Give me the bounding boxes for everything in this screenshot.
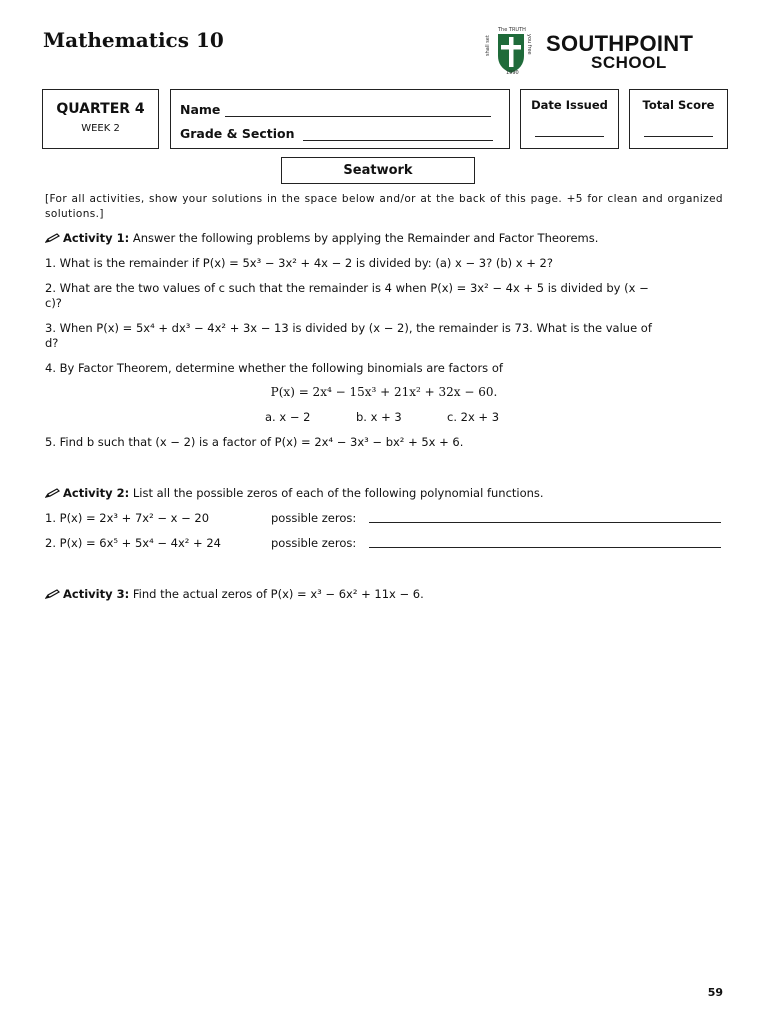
activity2-q1-row xyxy=(45,511,723,526)
page-number: 59 xyxy=(707,986,723,999)
total-score-field[interactable] xyxy=(644,136,713,137)
logo-motto-top: The TRUTH xyxy=(498,27,526,33)
logo-motto-left: shall set xyxy=(485,35,491,56)
activity2-label: Activity 2: xyxy=(63,486,130,500)
activity3-label: Activity 3: xyxy=(63,587,130,601)
activity1-q4: 4. By Factor Theorem, determine whether the following binomials are factors of xyxy=(45,361,503,375)
instructions: [For all activities, show your solutions in the space below and/or at the back of this page. +5 for clean and organized solutions.] xyxy=(45,193,723,220)
name-label: Name xyxy=(180,102,221,117)
school-name-line1: SOUTHPOINT xyxy=(546,31,694,56)
logo-year: 1990 xyxy=(506,70,519,76)
activity1-heading xyxy=(45,231,723,246)
option-c: c. 2x + 3 xyxy=(447,410,500,424)
zeros-answer-field[interactable] xyxy=(369,511,721,523)
zeros-label: possible zeros: xyxy=(271,511,357,525)
activity1-q5: 5. Find b such that (x − 2) is a factor of P(x) = 2x⁴ − 3x³ − bx² + 5x + 6. xyxy=(45,435,464,449)
activity1-q4-polynomial: P(x) = 2x⁴ − 15x³ + 21x² + 32x − 60. xyxy=(270,385,498,399)
activity2-q1: 1. P(x) = 2x³ + 7x² − x − 20 xyxy=(45,511,210,525)
total-score-box xyxy=(629,89,728,149)
zeros-answer-field[interactable] xyxy=(369,536,721,548)
quarter-box xyxy=(42,89,159,149)
activity1-q3-line2: d? xyxy=(45,336,59,350)
activity1-q1: 1. What is the remainder if P(x) = 5x³ − 3x² + 4x − 2 is divided by: (a) x − 3? (b) x + 2? xyxy=(45,256,553,270)
activity1-q3-line1: 3. When P(x) = 5x⁴ + dx³ − 4x² + 3x − 13 is divided by (x − 2), the remainder is 73. What is the value of xyxy=(45,321,652,335)
grade-section-field[interactable] xyxy=(303,140,493,141)
date-issued-field[interactable] xyxy=(535,136,604,137)
activity3-heading xyxy=(45,587,723,602)
date-issued-label: Date Issued xyxy=(531,98,608,112)
pencil-icon xyxy=(45,233,61,243)
activity2-text: List all the possible zeros of each of the following polynomial functions. xyxy=(132,486,544,500)
pencil-icon xyxy=(45,589,61,599)
total-score-label: Total Score xyxy=(642,98,715,112)
activity2-heading xyxy=(45,486,723,501)
activity3-text: Find the actual zeros of P(x) = x³ − 6x² + 11x − 6. xyxy=(132,587,424,601)
activity1-text: Answer the following problems by applying the Remainder and Factor Theorems. xyxy=(132,231,599,245)
school-logo xyxy=(484,26,734,76)
activity2-q2: 2. P(x) = 6x⁵ + 5x⁴ − 4x² + 24 xyxy=(45,536,221,550)
seatwork-heading: Seatwork xyxy=(281,157,475,184)
zeros-label: possible zeros: xyxy=(271,536,357,550)
activity1-q2 xyxy=(45,281,723,311)
grade-section-label: Grade & Section xyxy=(180,126,295,141)
quarter-label: QUARTER 4 xyxy=(56,101,145,117)
logo-motto-right: you free xyxy=(526,34,532,55)
school-name-line2: SCHOOL xyxy=(591,53,667,72)
option-b: b. x + 3 xyxy=(356,410,402,424)
page-title: Mathematics 10 xyxy=(43,28,224,52)
date-issued-box xyxy=(520,89,619,149)
activity1-q2-line1: 2. What are the two values of c such that the remainder is 4 when P(x) = 3x² − 4x + 5 is divided by (x − xyxy=(45,281,649,295)
activity2-q2-row xyxy=(45,536,723,551)
student-info-box xyxy=(170,89,510,149)
activity1-q3 xyxy=(45,321,723,351)
activity1-label: Activity 1: xyxy=(63,231,130,245)
option-a: a. x − 2 xyxy=(265,410,311,424)
activity1-q2-line2: c)? xyxy=(45,296,62,310)
pencil-icon xyxy=(45,488,61,498)
name-field[interactable] xyxy=(225,116,491,117)
week-label: WEEK 2 xyxy=(81,123,120,134)
